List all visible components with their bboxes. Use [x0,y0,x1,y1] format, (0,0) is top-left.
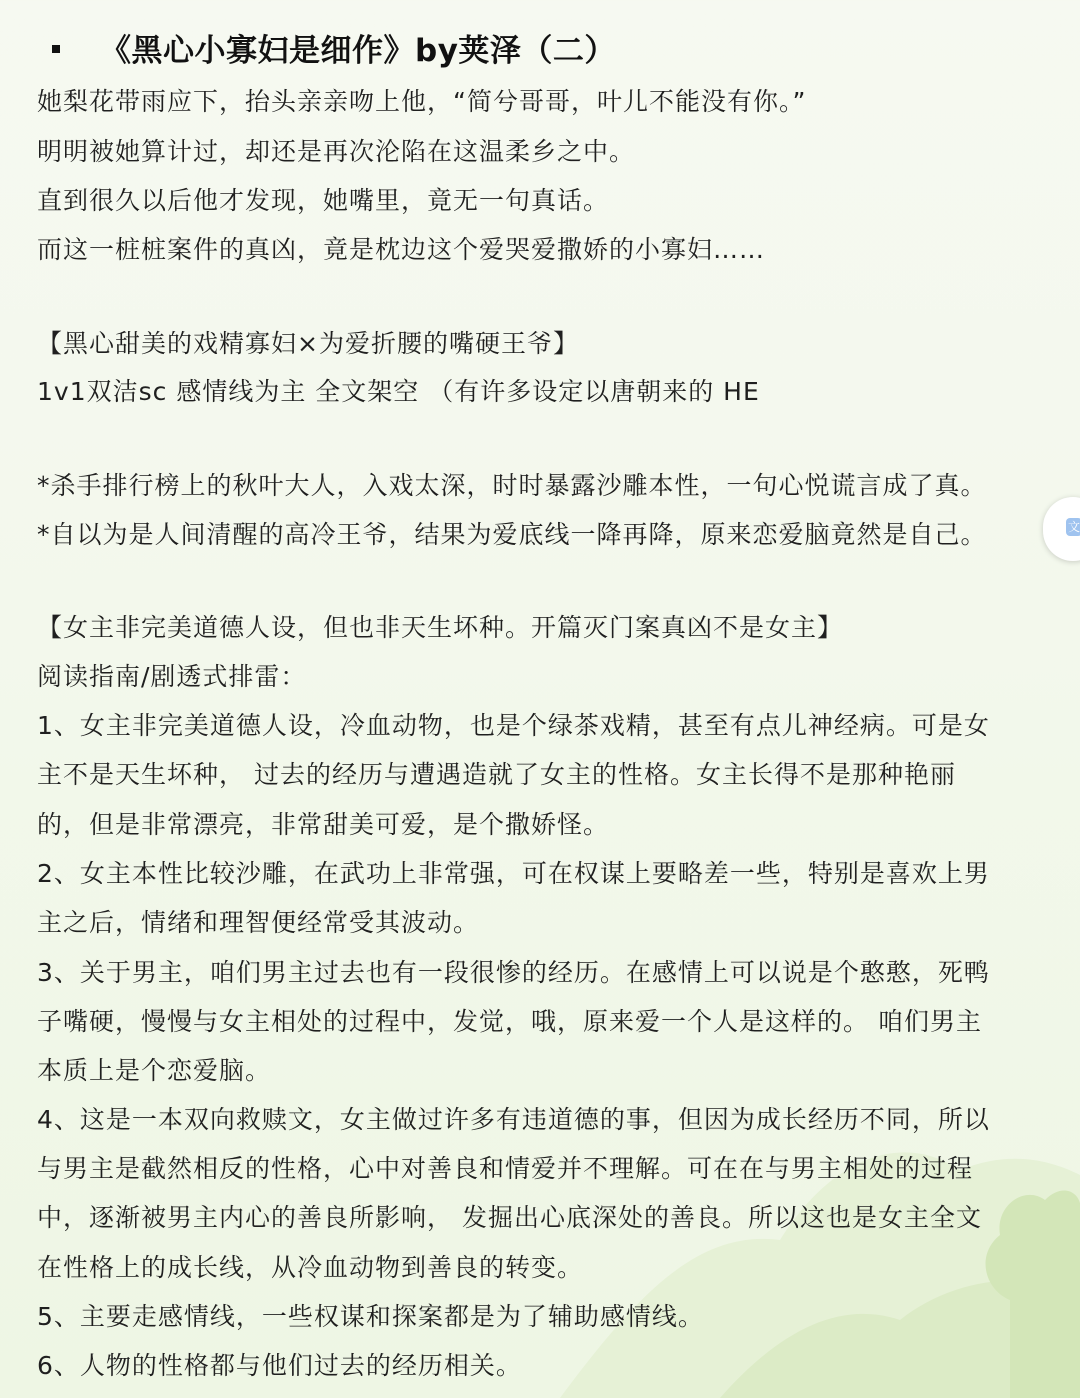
bullet-icon [52,45,60,53]
excerpt-line: 她梨花带雨应下，抬头亲亲吻上他，“简兮哥哥，叶儿不能没有你。” [37,87,807,116]
character-line: *自以为是人间清醒的高冷王爷，结果为爱底线一降再降，原来恋爱脑竟然是自己。 [37,520,987,549]
translate-icon: 文 [1067,520,1080,534]
tagline: 【黑心甜美的戏精寡妇×为爱折腰的嘴硬王爷】 [37,329,579,358]
guide-line: 的，但是非常漂亮，非常甜美可爱，是个撒娇怪。 [37,810,610,839]
guide-line: 子嘴硬，慢慢与女主相处的过程中，发觉，哦，原来爱一个人是这样的。 咱们男主 [37,1007,982,1036]
guide-line: 在性格上的成长线，从冷血动物到善良的转变。 [37,1253,584,1282]
guide-line: 与男主是截然相反的性格，心中对善良和情爱并不理解。可在在与男主相处的过程 [37,1154,974,1183]
guide-line: 4、这是一本双向救赎文，女主做过许多有违道德的事，但因为成长经历不同，所以 [37,1105,990,1134]
guide-line: 5、主要走感情线，一些权谋和探案都是为了辅助感情线。 [37,1302,704,1331]
guide-line: 2、女主本性比较沙雕，在武功上非常强，可在权谋上要略差一些，特别是喜欢上男 [37,859,990,888]
guide-line: 本质上是个恋爱脑。 [37,1056,272,1085]
guide-line: 1、女主非完美道德人设，冷血动物，也是个绿茶戏精，甚至有点儿神经病。可是女 [37,711,990,740]
tags-line: 1v1双洁sc 感情线为主 全文架空 （有许多设定以唐朝来的 HE [37,377,760,406]
guide-line: 6、人物的性格都与他们过去的经历相关。 [37,1351,522,1380]
excerpt-line: 明明被她算计过，却还是再次沦陷在这温柔乡之中。 [37,137,636,166]
guide-line: 3、关于男主，咱们男主过去也有一段很惨的经历。在感情上可以说是个憨憨，死鸭 [37,958,990,987]
title-row [38,24,616,70]
excerpt-line: 而这一桩桩案件的真凶，竟是枕边这个爱哭爱撒娇的小寡妇…… [37,235,766,264]
guide-line: 主不是天生坏种， 过去的经历与遭遇造就了女主的性格。女主长得不是那种艳丽 [37,760,956,789]
excerpt-line: 直到很久以后他才发现，她嘴里，竟无一句真话。 [37,186,610,215]
guide-line: 主之后，情绪和理智便经常受其波动。 [37,908,480,937]
warning-line: 【女主非完美道德人设，但也非天生坏种。开篇灭门案真凶不是女主】 [37,613,844,642]
guide-line: 中，逐渐被男主内心的善良所影响， 发掘出心底深处的善良。所以这也是女主全文 [37,1203,982,1232]
page-title: 《黑心小寡妇是细作》by荚泽（二） [100,32,616,69]
character-line: *杀手排行榜上的秋叶大人，入戏太深，时时暴露沙雕本性，一句心悦谎言成了真。 [37,471,987,500]
guide-title: 阅读指南/剧透式排雷： [37,662,307,691]
